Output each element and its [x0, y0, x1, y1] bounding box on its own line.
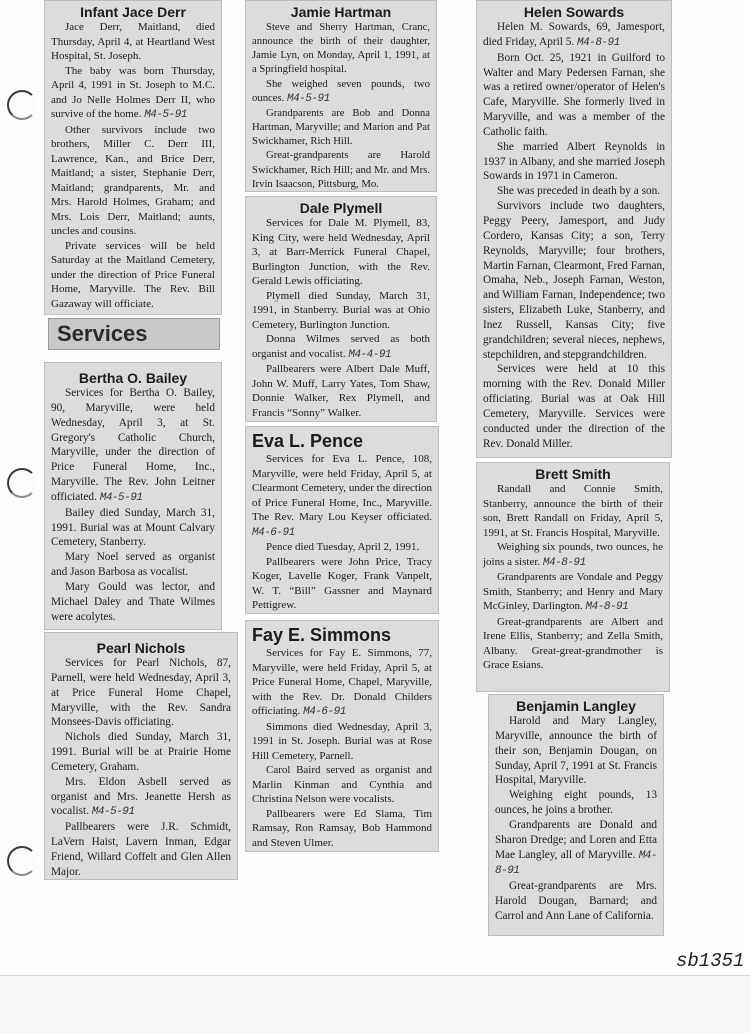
- clipping-paragraph: Grandparents are Donald and Sharon Dredge; and Loren and Etta Mae Langley, all of Maryville. M4-8-91: [495, 818, 658, 878]
- clipping-paragraph: Pallbearers were Albert Dale Muff, John W. Muff, Larry Yates, Tom Shaw, Donnie Walker, Rex Plymell, and Francis “Sonny” Walker.: [252, 363, 430, 419]
- handwritten-date-note: M4-6-91: [252, 526, 295, 539]
- clipping-paragraph: Randall and Connie Smith, Stanberry, announce the birth of their son, Brett Randall on Friday, April 5, 1991, at St. Francis Hospital, Maryville.: [483, 483, 663, 539]
- handwritten-date-note: M4-6-91: [303, 706, 346, 718]
- clipping-paragraph: Great-grandparents are Mrs. Harold Dougan, Barnard; and Carrol and Ann Lane of California.: [495, 880, 657, 922]
- handwritten-date-note: M4-5-91: [99, 491, 143, 504]
- clipping-title: Brett Smith: [535, 466, 611, 482]
- clipping-pearl-nichols: [44, 632, 238, 880]
- clipping-paragraph: She married Albert Reynolds in 1937 in Albany, and she married Joseph Sowards in 1971 in Cameron.: [483, 140, 665, 183]
- clipping-title: Helen Sowards: [523, 4, 625, 20]
- clipping-title: Benjamin Langley: [516, 698, 636, 714]
- clipping-paragraph: Services for Dale M. Plymell, 83, King City, were held Wednesday, April 3, at Barr-Merrick Funeral Chapel, Burlington Junction, with the Rev. Gerald Lewis officiating.: [252, 217, 430, 287]
- clipping-paragraph: Weighing eight pounds, 13 ounces, he joins a brother.: [495, 789, 657, 817]
- handwritten-date-note: M4-5-91: [144, 109, 187, 121]
- clipping-paragraph: Other survivors include two brothers, Miller C. Derr III, Lawrence, Kan., and Brice Derr, Maitland; a sister, Stephanie Derr, Maitland; grandparents, Mr. and Mrs. Harold Holmes, Graham; and Mrs. Lois Derr, Maitland; aunts, uncles and cousins.: [51, 123, 215, 237]
- clipping-jamie-hartman: [245, 0, 437, 192]
- clipping-benjamin-langley: [488, 694, 664, 936]
- clipping-title: Eva L. Pence: [252, 431, 364, 451]
- clipping-paragraph: Nichols died Sunday, March 31, 1991. Burial will be at Prairie Home Cemetery, Graham.: [51, 731, 231, 773]
- handwritten-date-note: M4-5-91: [91, 806, 135, 819]
- clipping-title: Jamie Hartman: [290, 4, 392, 20]
- clipping-paragraph: Donna Wilmes served as both organist and vocalist. M4-4-91: [252, 333, 430, 361]
- binder-hole: [7, 90, 37, 120]
- clipping-paragraph: Helen M. Sowards, 69, Jamesport, died Friday, April 5. M4-8-91: [483, 21, 665, 49]
- clipping-paragraph: Services were held at 10 this morning with the Rev. Donald Miller officiating. Burial was at Oak Hill Cemetery, Maryville. Services were conducted under the direction of the Rev. Donald Miller.: [483, 363, 665, 450]
- clipping-paragraph: Steve and Sherry Hartman, Cranc, announce the birth of their daughter, Jamie Lyn, on Monday, April 1, 1991, at a Springfield hospital.: [252, 21, 430, 76]
- clipping-paragraph: Weighing six pounds, two ounces, he joins a sister. M4-8-91: [483, 541, 663, 569]
- handwritten-date-note: M4-5-91: [287, 92, 330, 105]
- clipping-paragraph: Harold and Mary Langley, Maryville, announce the birth of their son, Benjamin Dougan, on Sunday, April 7, 1991 at St. Francis Hospital, Maryville.: [495, 715, 657, 787]
- clipping-paragraph: Bailey died Sunday, March 31, 1991. Burial was at Mount Calvary Cemetery, Stanberry.: [51, 506, 215, 549]
- clipping-paragraph: Pence died Tuesday, April 2, 1991.: [266, 541, 420, 553]
- clipping-fay-simmons: [245, 620, 439, 852]
- clipping-paragraph: Services for Bertha O. Bailey, 90, Maryville, were held Wednesday, April 3, at St. Gregory's Catholic Church, Maryville, under the direction of Price Funeral Home, Inc., Maryville. The Rev. John Leitner officiated. M4-5-91: [51, 387, 215, 504]
- clipping-title: Fay E. Simmons: [252, 625, 392, 645]
- clipping-paragraph: Services for Eva L. Pence, 108, Maryville, were held Friday, April 5, at Clearmont Cemetery, under the direction of Price Funeral Home, Inc., Maryville. The Rev. Mary Lou Keyser officiated. M4-6-91: [252, 453, 432, 539]
- clipping-title: Infant Jace Derr: [80, 4, 186, 20]
- clipping-paragraph: Grandparents are Vondale and Peggy Smith, Stanberry; and Henry and Mary McGinley, Darlington. M4-8-91: [483, 571, 663, 613]
- clipping-infant-jace-derr: [44, 0, 222, 315]
- handwritten-date-note: M4-8-91: [585, 601, 629, 613]
- handwritten-date-note: M4-8-91: [495, 849, 658, 878]
- clipping-paragraph: She was preceded in death by a son.: [497, 185, 661, 198]
- clipping-paragraph: Great-grandparents are Albert and Irene Ellis, Stanberry; and Zella Smith, Albany. Great-great-grandmother is Grace Esians.: [483, 615, 663, 671]
- binder-hole: [7, 468, 37, 498]
- clipping-paragraph: The baby was born Thursday, April 4, 1991 in St. Joseph to M.C. and Jo Nelle Holmes Derr II, who survive of the home. M4-5-91: [51, 64, 215, 121]
- handwritten-date-note: M4-4-91: [348, 348, 392, 361]
- clipping-paragraph: Pallbearers were Ed Slama, Tim Ramsay, Ron Ramsay, Bob Hammond and Steven Ulmer.: [252, 807, 432, 849]
- clipping-title: Dale Plymell: [299, 200, 383, 216]
- section-banner: Services: [48, 318, 220, 350]
- handwritten-date-note: M4-8-91: [542, 556, 586, 569]
- clipping-brett-smith: [476, 462, 670, 692]
- clipping-paragraph: Born Oct. 25, 1921 in Guilford to Walter and Mary Pedersen Farnan, she was a retired owner/operator of Helen's Cafe, Maryville. She formerly lived in Maryville, and was a member of the Catholic faith.: [483, 51, 665, 138]
- clipping-eva-pence: [245, 426, 439, 614]
- clipping-paragraph: Jace Derr, Maitland, died Thursday, April 4, at Heartland West Hospital, St. Joseph.: [51, 21, 215, 62]
- clipping-paragraph: Mary Gould was lector, and Michael Daley and Thate Wilmes were acolytes.: [51, 580, 215, 623]
- clipping-paragraph: Simmons died Wednesday, April 3, 1991 in St. Joseph. Burial was at Rose Hill Cemetery, Parnell.: [252, 720, 432, 762]
- clipping-dale-plymell: [245, 196, 437, 422]
- clipping-paragraph: Pallbearers were J.R. Schmidt, LaVern Haist, Lavern Inman, Edgar Friend, Willard Coffelt and Glen Allen Major.: [51, 821, 231, 878]
- clipping-paragraph: Survivors include two daughters, Peggy Peery, Jamesport, and Judy Cordero, Kansas City; a son, Terry Reynolds, Maryville; four brothers, Martin Farnan, Clearmont, Fred Farnan, Omaha, Neb., Joseph Farnan, Weston, and William Farnan, Independence; two sisters, Elizabeth Luke, Stanberry, and Inez Russell, Kansas City; five grandchildren; several nieces, nephews, stepchildren, and stepgrandchildren.: [483, 200, 665, 361]
- clipping-paragraph: Plymell died Sunday, March 31, 1991, in Stanberry. Burial was at Ohio Cemetery, Burlington Junction.: [252, 289, 430, 331]
- clipping-paragraph: Pallbearers were John Price, Tracy Koger, Lavelle Koger, Frank Vanpelt, W. T. “Bill” Gassner and Maynard Pettigrew.: [252, 555, 432, 611]
- clipping-title: Bertha O. Bailey: [78, 370, 188, 386]
- clipping-title: Pearl Nichols: [96, 640, 186, 656]
- clipping-helen-sowards: [476, 0, 672, 458]
- catalog-number: sb1351: [676, 950, 745, 972]
- clipping-paragraph: Mary Noel served as organist and Jason Barbosa as vocalist.: [51, 551, 215, 579]
- clipping-paragraph: Grandparents are Bob and Donna Hartman, Maryville; and Marion and Pat Swickhamer, Rich Hill.: [252, 106, 430, 148]
- binder-hole: [7, 846, 37, 876]
- clipping-paragraph: Mrs. Eldon Asbell served as organist and Mrs. Jeanette Hersh as vocalist. M4-5-91: [51, 775, 231, 819]
- clipping-bertha-bailey: [44, 362, 222, 630]
- clipping-paragraph: Services for Fay E. Simmons, 77, Maryville, were held Friday, April 5, at Price Funeral Home, Chapel, Maryville, with the Rev. Dr. Donald Childers officiating. M4-6-91: [252, 647, 432, 718]
- clipping-paragraph: Carol Baird served as organist and Marlin Kinman and Cynthia and Christina Nelson were vocalists.: [252, 764, 432, 805]
- clipping-paragraph: She weighed seven pounds, two ounces. M4-5-91: [252, 77, 430, 105]
- clipping-paragraph: Great-grandparents are Harold Swickhamer, Rich Hill; and Mr. and Mrs. Irvin Isaacson, Pittsburg, Mo.: [252, 149, 430, 190]
- clipping-paragraph: Services for Pearl Nichols, 87, Parnell, were held Wednesday, April 3, at Price Funeral Home Chapel, Maryville, with the Rev. Sandra Monsees-Davis officiating.: [51, 657, 231, 729]
- clipping-paragraph: Private services will be held Saturday at the Maitland Cemetery, under the direction of Price Funeral Home, Maryville. The Rev. Bill Gazaway will officiate.: [51, 239, 215, 310]
- handwritten-date-note: M4-8-91: [577, 36, 620, 49]
